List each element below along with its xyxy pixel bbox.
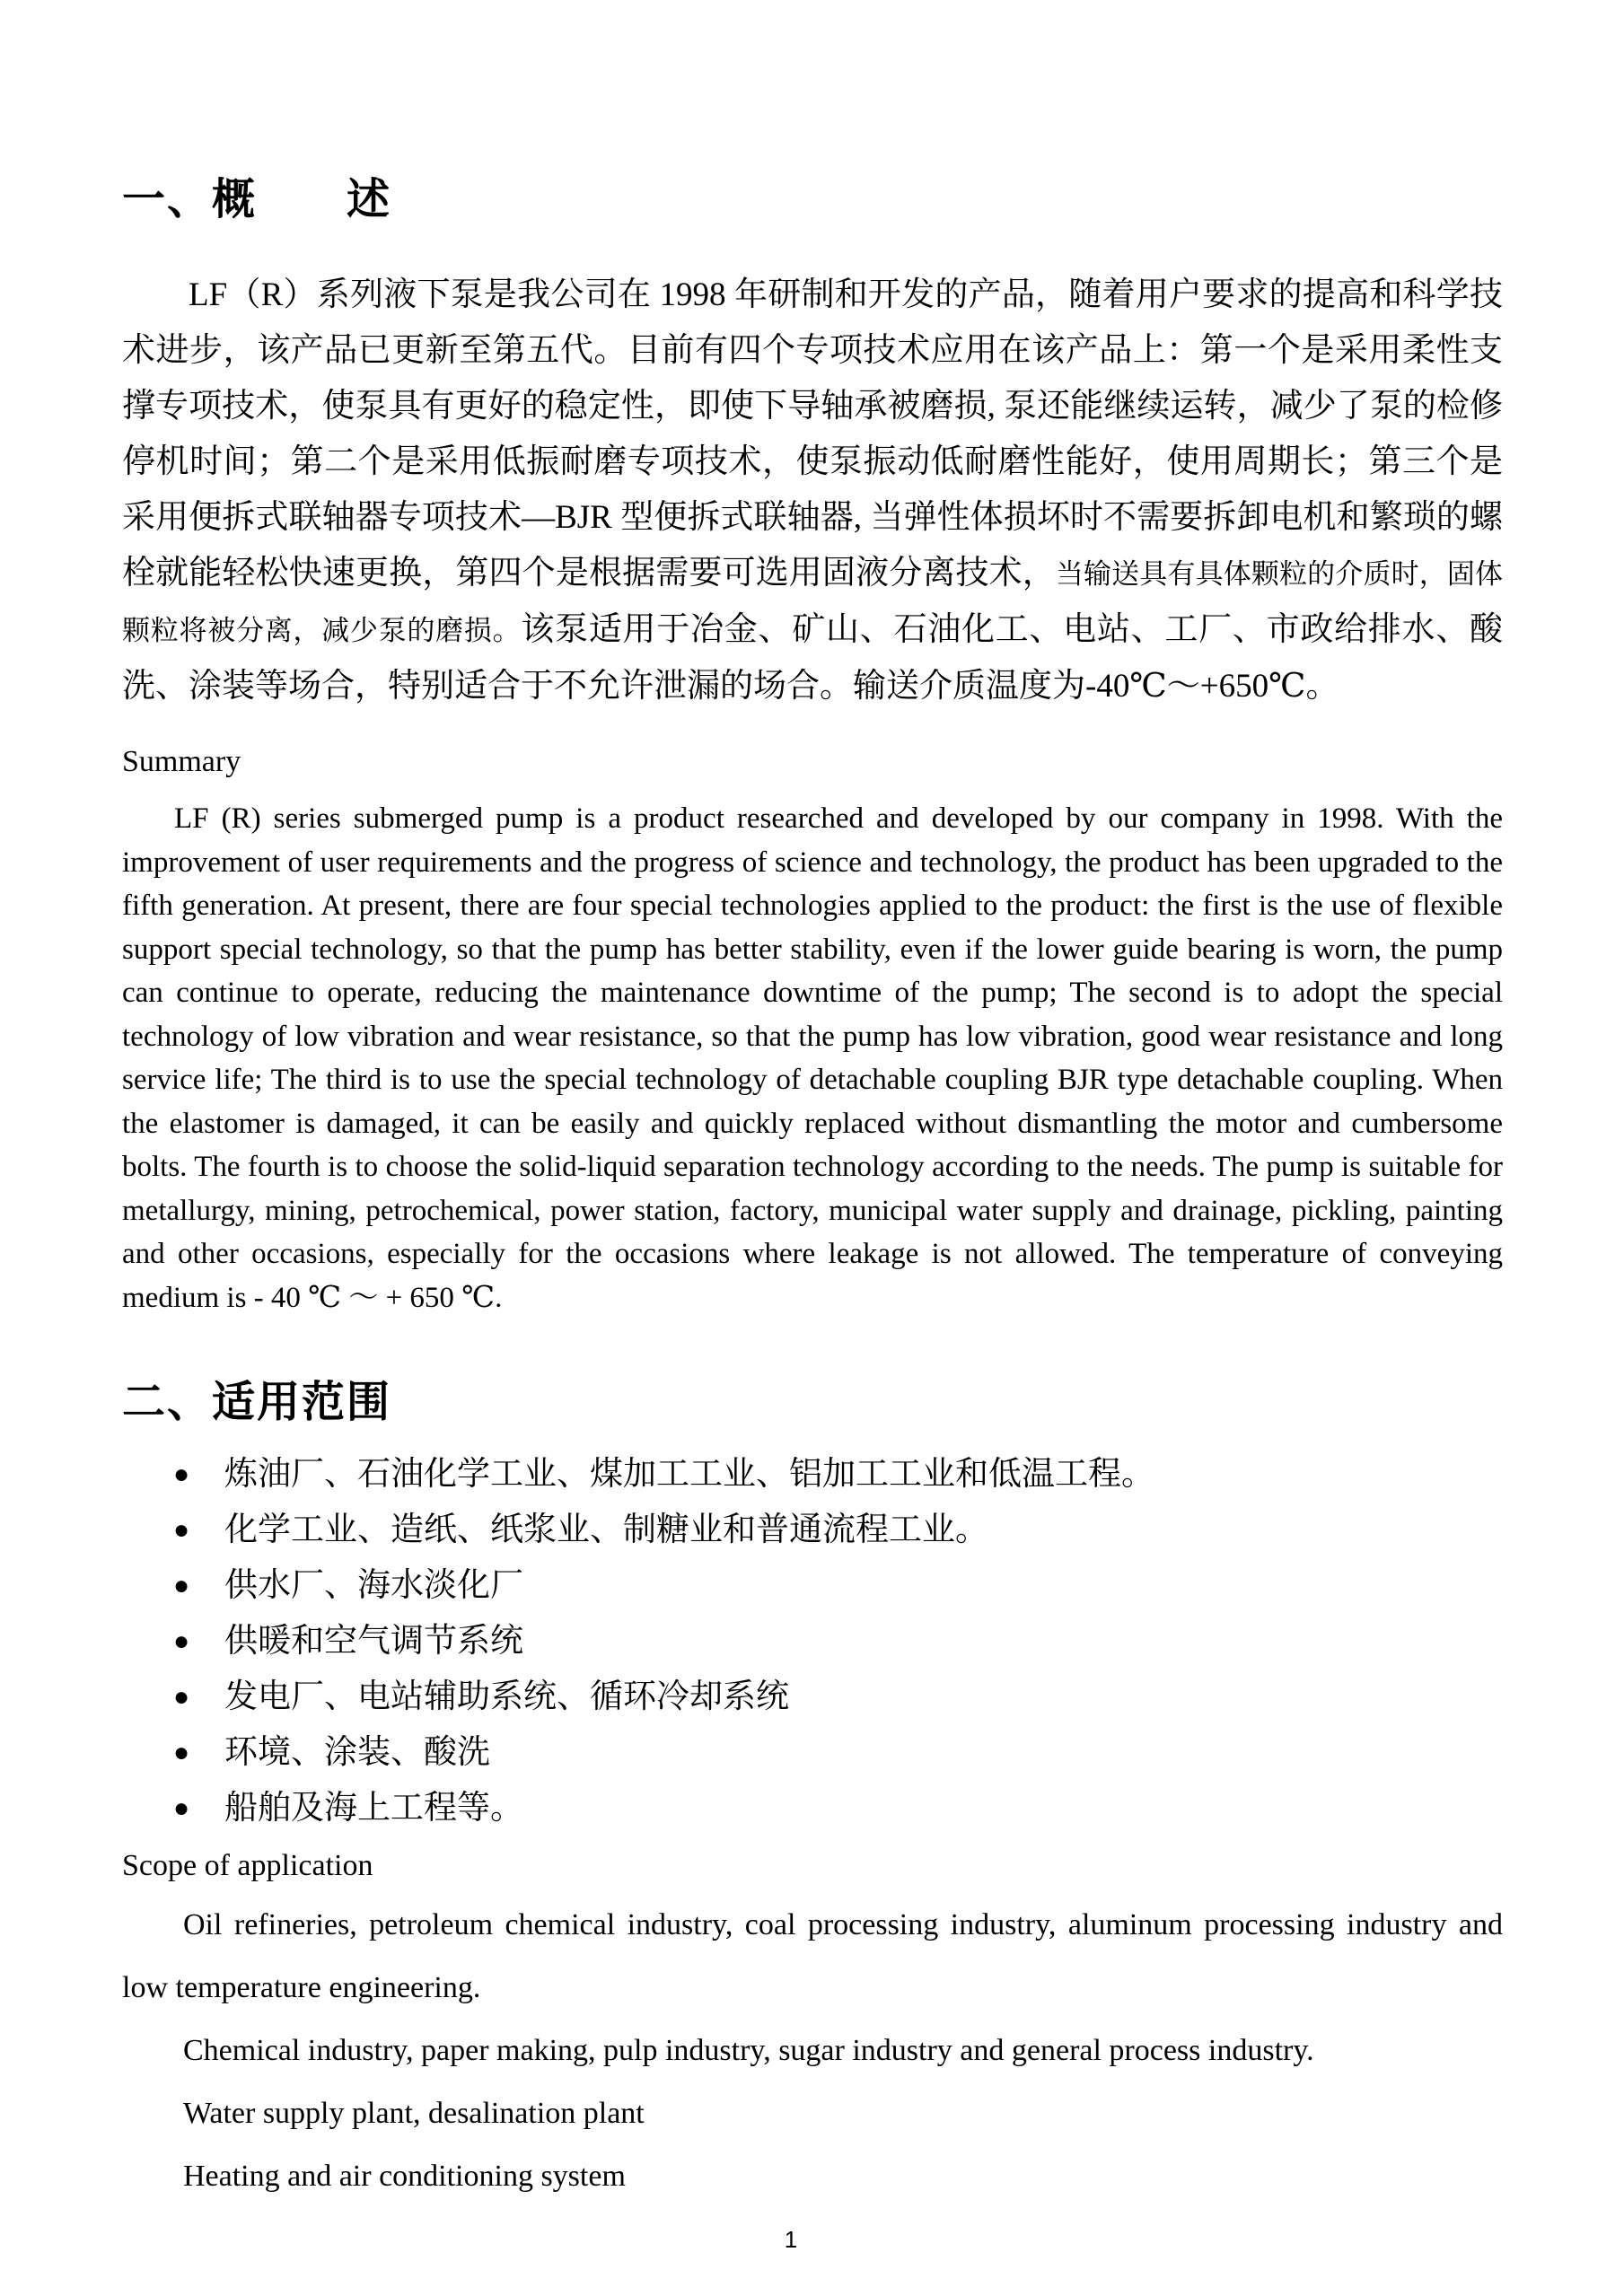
zh-segment-normal-1: LF（R）系列液下泵是我公司在 1998 年研制和开发的产品，随着用户要求的提高和科学技术进步，该产品已更新至第五代。目前有四个专项技术应用在该产品上：第一个是采用柔性支撑专项技术，使泵具有更好的稳定性，即使下导轴承被磨损, 泵还能继续运转，减少了泵的检修停机时间；第二个是采用低振耐磨专项技术，使泵振动低耐磨性能好，使用周期长；第三个是采用便拆式联轴器专项技术—BJR 型便拆式联轴器, 当弹性体损坏时不需要拆卸电机和繁琐的螺栓就能轻松快速更换，第四个是根据需要可选用固液分离技术， [122,276,1503,592]
applications-list [122,1447,1503,1836]
overview-paragraph-zh [122,267,1503,714]
list-item-text: 供暖和空气调节系统 [224,1623,523,1660]
bullet-icon: ● [173,1682,190,1712]
overview-paragraph-en: LF (R) series submerged pump is a product researched and developed by our company in 1998. With the improvement of user requirements and the progress of science and technology, the product has been upgraded to the fifth generation. At present, there are four special technologies applied to the product: the first is the use of flexible support special technology, so that the pump has better stability, even if the lower guide bearing is worn, the pump can continue to operate, reducing the maintenance downtime of the pump; The second is to adopt the special technology of low vibration and wear resistance, so that the pump has low vibration, good wear resistance and long service life; The third is to use the special technology of detachable coupling BJR type detachable coupling. When the elastomer is damaged, it can be easily and quickly replaced without dismantling the motor and cumbersome bolts. The fourth is to choose the solid-liquid separation technology according to the needs. The pump is suitable for metallurgy, mining, petrochemical, power station, factory, municipal water supply and drainage, pickling, painting and other occasions, especially for the occasions where leakage is not allowed. The temperature of conveying medium is - 40 ℃ ～ + 650 ℃. [122,802,1503,1314]
list-item-text: 环境、涂装、酸洗 [224,1734,490,1771]
page-number: 1 [784,2226,798,2253]
scope-paragraph-oil: Oil refineries, petroleum chemical industry, coal processing industry, aluminum processing industry and low temperature engineering. [122,1908,1503,2004]
bullet-icon: ● [173,1738,190,1767]
list-item-text: 供水厂、海水淡化厂 [224,1567,523,1604]
list-item-text: 化学工业、造纸、纸浆业、制糖业和普通流程工业。 [224,1512,988,1548]
section-1-heading: 一、概 述 [122,176,392,223]
list-item-text: 发电厂、电站辅助系统、循环冷却系统 [224,1678,789,1715]
list-item [122,1447,1503,1503]
zh-segment-normal-2: 该泵适用于冶金、矿山、石油化工、电站、工厂、市政给排水、酸洗、涂装等场合，特别适合于不允许泄漏的场合。输送介质温度为-40℃～+650℃。 [122,611,1504,705]
bullet-icon: ● [173,1515,190,1545]
scope-paragraph-water: Water supply plant, desalination plant [183,2097,645,2130]
section-2-heading: 二、适用范围 [122,1379,392,1426]
list-item-text: 船舶及海上工程等。 [224,1790,523,1827]
list-item [122,1503,1503,1558]
list-item [122,1614,1503,1669]
bullet-icon: ● [173,1793,190,1823]
scope-paragraph-chemical: Chemical industry, paper making, pulp industry, sugar industry and general process industry. [183,2034,1314,2067]
bullet-icon: ● [173,1626,190,1656]
list-item [122,1558,1503,1614]
list-item [122,1725,1503,1781]
zh-segment-small: 当输送具有具体颗粒的介质时，固体颗粒将被分离，减少泵的磨损。 [122,558,1503,646]
list-item-text: 炼油厂、石油化学工业、煤加工工业、铝加工工业和低温工程。 [224,1456,1154,1493]
list-item [122,1781,1503,1836]
scope-paragraph-heating: Heating and air conditioning system [183,2160,626,2193]
list-item [122,1669,1503,1725]
bullet-icon: ● [173,1459,190,1489]
bullet-icon: ● [173,1571,190,1600]
scope-label: Scope of application [122,1849,373,1882]
summary-label: Summary [122,745,241,778]
